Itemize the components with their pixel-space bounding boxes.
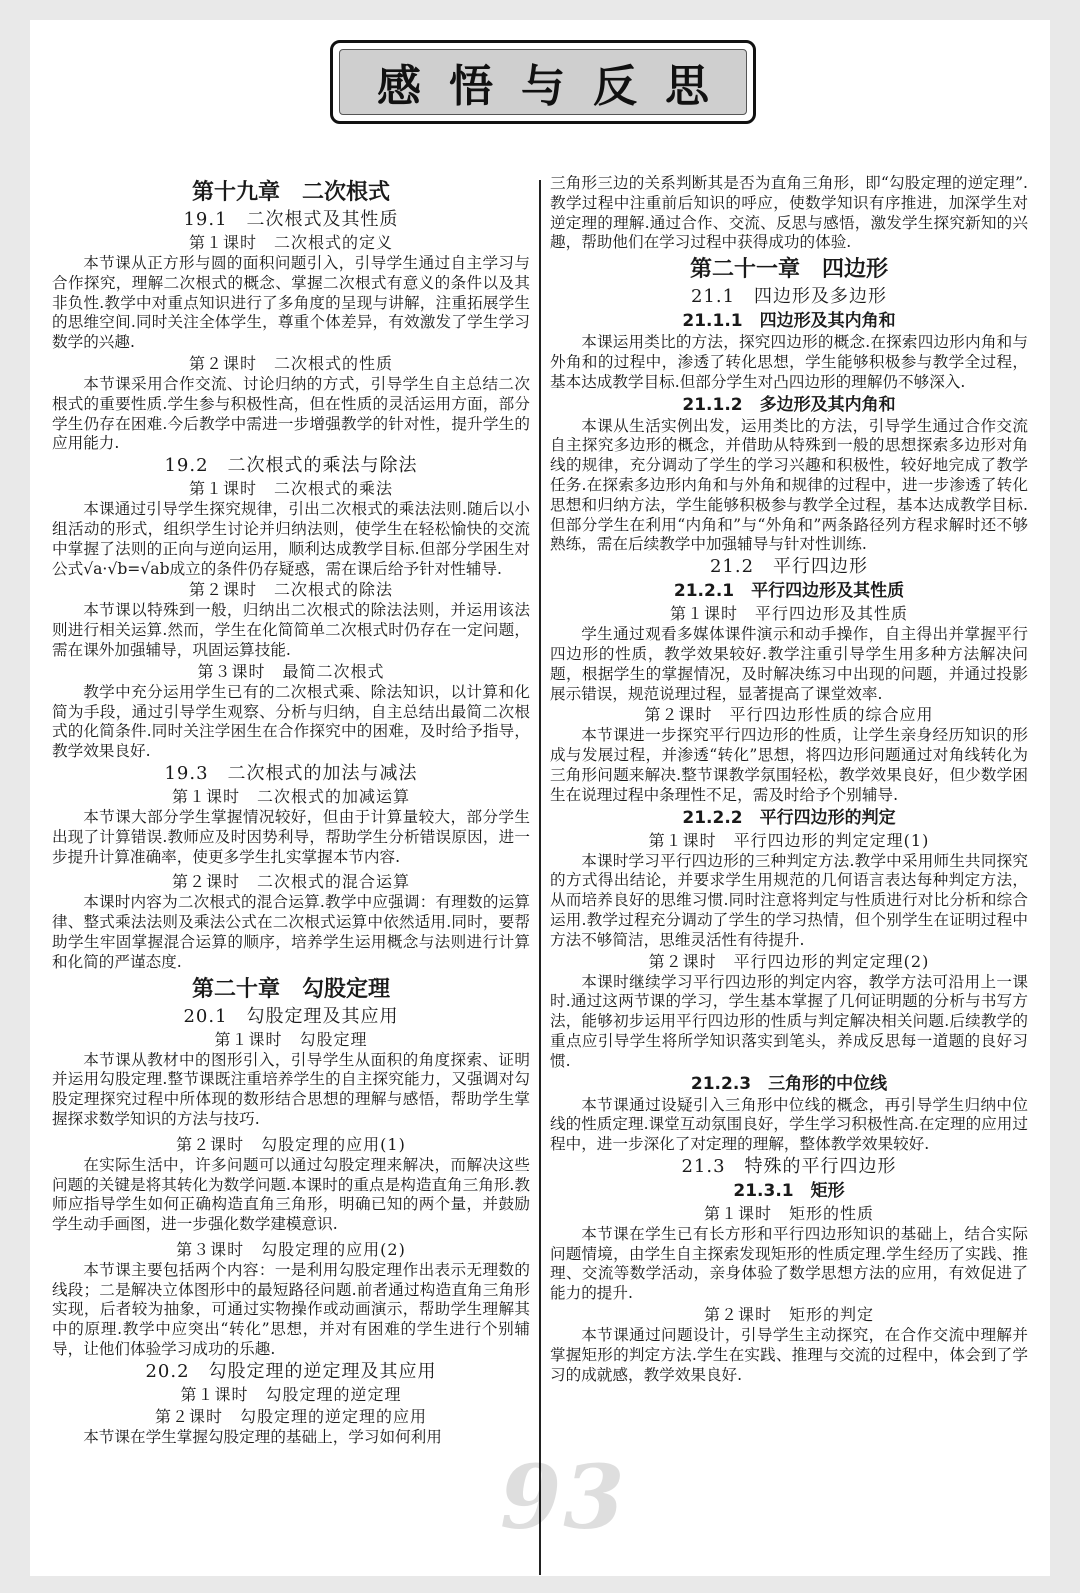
lesson-title: 第１课时 勾股定理的逆定理 xyxy=(180,1384,402,1404)
lesson-title: 第２课时 勾股定理的应用(1) xyxy=(176,1134,406,1154)
chapter-20-title: 第二十章 勾股定理 xyxy=(191,976,390,1002)
lesson-title: 第２课时 二次根式的性质 xyxy=(188,353,393,373)
paragraph: 本课运用类比的方法，探究四边形的概念.在探索四边形内角和与外角和的过程中，渗透了转化思想，学生能够积极参与教学全过程，基本达成教学目标.但部分学生对凸四边形的理解仍不够深入. xyxy=(550,333,1028,391)
paragraph: 本节课采用合作交流、讨论归纳的方式，引导学生自主总结二次根式的重要性质.学生参与积极性高，但在性质的灵活运用方面，部分学生仍存在困难.今后教学中需进一步增强教学的针对性，提升学生的应用能力. xyxy=(52,374,530,453)
left-column xyxy=(52,176,530,1448)
section-20-1: 20.1 勾股定理及其应用 xyxy=(183,1005,399,1027)
paragraph: 本节课以特殊到一般，归纳出二次根式的除法法则，并运用该法则进行相关运算.然而，学生在化简简单二次根式时仍存在一定问题，需在课外加强辅导，巩固运算技能. xyxy=(52,601,530,659)
section-19-1: 19.1 二次根式及其性质 xyxy=(183,209,399,230)
subsection-title: 21.1.2 多边形及其内角和 xyxy=(682,394,896,415)
lesson-title: 第２课时 二次根式的混合运算 xyxy=(171,872,410,892)
paragraph: 本节课大部分学生掌握情况较好，但由于计算量较大，部分学生出现了计算错误.教师应及时因势利导，帮助学生分析错误原因，进一步提升计算准确率，使更多学生扎实掌握本节内容. xyxy=(52,807,530,866)
paragraph: 本节课主要包括两个内容：一是利用勾股定理作出表示无理数的线段；二是解决立体图形中的最短路径问题.前者通过构造直角三角形实现，后者较为抽象，可通过实物操作或动画演示，帮助学生理解其中的原理.教学中应突出“转化”思想，并对有困难的学生进行个别辅导，让他们体验学习成功的乐趣. xyxy=(52,1260,530,1359)
paragraph: 本节课在学生掌握勾股定理的基础上，学习如何利用 xyxy=(83,1427,442,1446)
banner-title: 感悟与反思 xyxy=(377,61,737,112)
lesson-title: 第１课时 平行四边形及其性质 xyxy=(669,604,908,624)
section-21-1: 21.1 四边形及多边形 xyxy=(690,286,888,308)
lesson-title: 第１课时 勾股定理 xyxy=(214,1029,368,1049)
lesson-title: 第２课时 平行四边形性质的综合应用 xyxy=(644,705,934,725)
paragraph: 本课时继续学习平行四边形的判定内容，教学方法可沿用上一课时.通过这两节课的学习，学生基本掌握了几何证明题的分析与书写方法，能够初步运用平行四边形的性质与判定解决相关问题.后续教学的重点应引导学生将所学知识落实到笔头，养成反思每一道题的良好习惯. xyxy=(550,972,1028,1070)
paragraph: 在实际生活中，许多问题可以通过勾股定理来解决，而解决这些问题的关键是将其转化为数学问题.本课时的重点是构造直角三角形.教师应指导学生如何正确构造直角三角形，明确已知的两个量，并鼓励学生动手画图，进一步强化数学建模意识. xyxy=(52,1155,530,1234)
subsection-title: 21.1.1 四边形及其内角和 xyxy=(682,311,896,332)
paragraph: 本节课在学生已有长方形和平行四边形知识的基础上，结合实际问题情境，由学生自主探索发现矩形的性质定理.学生经历了实践、推理、交流等数学活动，亲身体验了数学思想方法的应用，有效促进了能力的提升. xyxy=(550,1224,1028,1303)
paragraph: 本课从生活实例出发，运用类比的方法，引导学生通过合作交流自主探究多边形的概念，并借助从特殊到一般的思想探索多边形对角线的规律，充分调动了学生的学习兴趣和积极性，较好地完成了教学任务.在探索多边形内角和与外角和规律的过程中，进一步渗透了转化思想和归纳方法，学生能够积极参与教学全过程，基本达成教学目标.但部分学生在利用“内角和”与“外角和”两条路径列方程求解时还不够熟练，需在后续教学中加强辅导与针对性训练. xyxy=(550,416,1028,554)
lesson-title: 第３课时 最简二次根式 xyxy=(197,661,385,681)
subsection-title: 21.2.1 平行四边形及其性质 xyxy=(673,581,905,602)
lesson-title: 第２课时 矩形的判定 xyxy=(703,1305,874,1325)
paragraph: 本节课通过设疑引入三角形中位线的概念，再引导学生归纳中位线的性质定理.课堂互动氛围良好，学生学习积极性高.在定理的应用过程中，进一步深化了对定理的理解，整体教学效果较好. xyxy=(550,1095,1028,1154)
paragraph-continued: 三角形三边的关系判断其是否为直角三角形，即“勾股定理的逆定理”.教学过程中注重前后知识的呼应，使数学知识有序推进，加深学生对逆定理的理解.通过合作、交流、反思与感悟，激发学生探究新知的兴趣，帮助他们在学习过程中获得成功的体验. xyxy=(550,174,1028,252)
lesson-title: 第２课时 二次根式的除法 xyxy=(188,580,393,600)
lesson-title: 第２课时 平行四边形的判定定理(2) xyxy=(648,951,930,971)
title-banner xyxy=(330,40,756,124)
subsection-title: 21.2.3 三角形的中位线 xyxy=(690,1073,888,1094)
paragraph: 教学中充分运用学生已有的二次根式乘、除法知识，以计算和化简为手段，通过引导学生观察、分析与归纳，自主总结出最简二次根式的化简条件.同时关注学困生在合作探究中的困难，及时给予指导，教学效果良好. xyxy=(52,682,530,761)
section-20-2: 20.2 勾股定理的逆定理及其应用 xyxy=(145,1360,437,1382)
title-banner-inner xyxy=(339,49,747,115)
paragraph: 本课通过引导学生探究规律，引出二次根式的乘法法则.随后以小组活动的形式，组织学生讨论并归纳法则，使学生在轻松愉快的交流中掌握了法则的正向与逆向运用，顺利达成教学目标.但部分学困生对公式√a·√b=√ab成立的条件仍存疑惑，需在课后给予针对性辅导. xyxy=(52,500,530,578)
paragraph: 学生通过观看多媒体课件演示和动手操作，自主得出并掌握平行四边形的性质，教学效果较好.教学注重引导学生用多种方法解决问题，根据学生的掌握情况，及时解决练习中出现的问题，并通过投影展示错误，规范说理过程，显著提高了课堂效率. xyxy=(550,625,1028,703)
subsection-title: 21.3.1 矩形 xyxy=(733,1180,845,1201)
paragraph: 本节课通过问题设计，引导学生主动探究，在合作交流中理解并掌握矩形的判定方法.学生在实践、推理与交流的过程中，体会到了学习的成就感，教学效果良好. xyxy=(550,1326,1028,1384)
lesson-title: 第１课时 矩形的性质 xyxy=(703,1203,874,1223)
section-21-3: 21.3 特殊的平行四边形 xyxy=(681,1155,897,1177)
lesson-title: 第２课时 勾股定理的逆定理的应用 xyxy=(154,1406,427,1426)
paragraph: 本课时内容为二次根式的混合运算.教学中应强调：有理数的运算律、整式乘法法则及乘法公式在二次根式运算中依然适用.同时，要帮助学生牢固掌握混合运算的顺序，培养学生运用概念与法则进行计算和化简的严谨态度. xyxy=(52,893,530,971)
section-19-3: 19.3 二次根式的加法与减法 xyxy=(164,762,418,784)
subsection-title: 21.2.2 平行四边形的判定 xyxy=(682,807,896,828)
paragraph: 本节课进一步探究平行四边形的性质，让学生亲身经历知识的形成与发展过程，并渗透“转化”思想，将四边形问题通过对角线转化为三角形问题来解决.整节课教学氛围轻松，教学效果良好，但少数学困生在说理过程中条理性不足，需及时给予个别辅导. xyxy=(550,726,1028,804)
chapter-19-title: 第十九章 二次根式 xyxy=(191,180,390,205)
column-divider xyxy=(539,180,541,1575)
lesson-title: 第３课时 勾股定理的应用(2) xyxy=(176,1239,406,1259)
paragraph: 本课时学习平行四边形的三种判定方法.教学中采用师生共同探究的方式得出结论，并要求学生用规范的几何语言表达每种判定方法，从而培养良好的思维习惯.同时注意将判定与性质进行对比分析和综合运用.教学过程充分调动了学生的学习热情，但个别学生在证明过程中方法不够简洁，思维灵活性有待提升. xyxy=(550,851,1028,949)
lesson-title: 第１课时 二次根式的乘法 xyxy=(188,479,393,499)
right-column xyxy=(550,174,1028,1385)
lesson-title: 第１课时 二次根式的定义 xyxy=(188,233,393,252)
chapter-21-title: 第二十一章 四边形 xyxy=(689,257,888,283)
page-number: 93 xyxy=(500,1445,627,1549)
paragraph: 本节课从教材中的图形引入，引导学生从面积的角度探索、证明并运用勾股定理.整节课既注重培养学生的自主探究能力，又强调对勾股定理探究过程中所体现的数形结合思想的理解与感悟，帮助学生掌握探求数学知识的方法与技巧. xyxy=(52,1050,530,1128)
lesson-title: 第１课时 二次根式的加减运算 xyxy=(171,786,410,806)
page xyxy=(30,20,1050,1576)
section-21-2: 21.2 平行四边形 xyxy=(709,556,869,578)
paragraph: 本节课从正方形与圆的面积问题引入，引导学生通过自主学习与合作探究，理解二次根式的概念、掌握二次根式有意义的条件以及其非负性.教学中对重点知识进行了多角度的呈现与讲解，注重拓展学生的思维空间.同时关注全体学生，尊重个体差异，有效激发了学生学习数学的兴趣. xyxy=(52,254,530,352)
section-19-2: 19.2 二次根式的乘法与除法 xyxy=(164,455,418,477)
lesson-title: 第１课时 平行四边形的判定定理(1) xyxy=(648,830,930,850)
